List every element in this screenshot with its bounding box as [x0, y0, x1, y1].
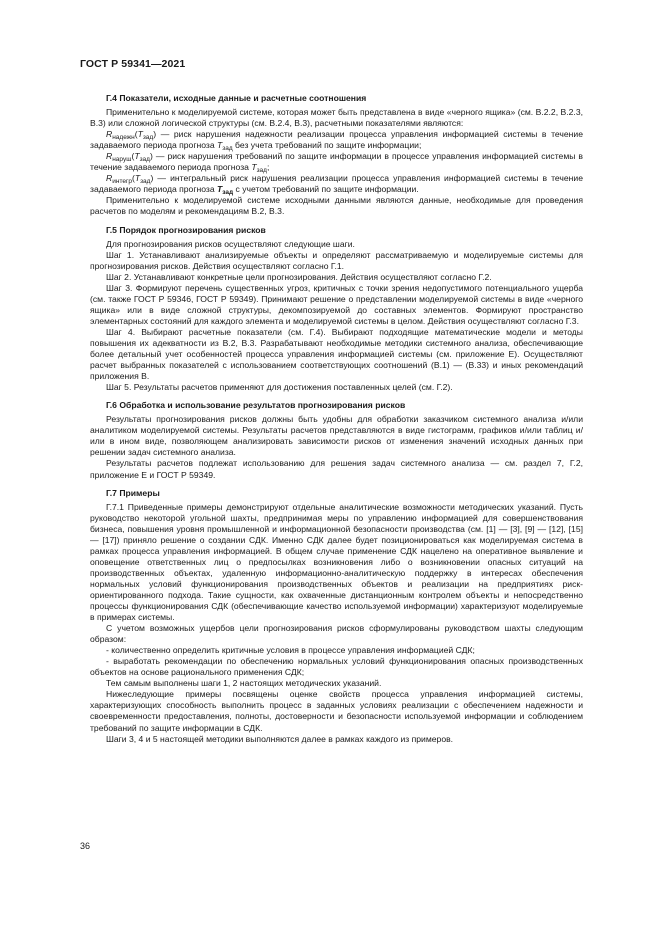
list-item: - выработать рекомендации по обеспечению нормальных условий функционирования опасных производственных объектов на основе рационального применения СДК;	[90, 656, 583, 678]
section-title-g4: Г.4 Показатели, исходные данные и расчетные соотношения	[106, 93, 367, 103]
page-number: 36	[80, 841, 91, 851]
subscript: надежн	[112, 134, 135, 142]
paragraph: С учетом возможных ущербов цели прогнозирования рисков сформулированы руководством шахты следующим образом:	[90, 623, 583, 645]
symbol-r: R	[106, 173, 113, 184]
symbol-r: R	[106, 151, 113, 162]
paren: (	[131, 173, 135, 184]
paren: )	[153, 129, 157, 140]
symbol-r: R	[106, 129, 113, 140]
paragraph: Результаты прогнозирования рисков должны быть удобны для обработки заказчиком системного анализа и/или аналитиком моделируемой системы. Результаты расчетов представляются в виде гистограмм, графиков и/или таблиц и/или в ином виде, позволяющем анализировать зависимости рисков от изменения значений исходных данных при решении задач системного анализа.	[90, 414, 583, 458]
formula-paragraph-r3	[90, 173, 583, 195]
formula-paragraph-r1	[90, 129, 583, 151]
symbol-t: T	[134, 151, 140, 162]
symbol-t: T	[134, 173, 141, 184]
symbol-t: T	[217, 184, 223, 195]
paragraph: Шаги 3, 4 и 5 настоящей методики выполняются далее в рамках каждого из примеров.	[106, 733, 454, 744]
formula-text: — интегральный риск нарушения реализации процесса управления информацией системы в течение задаваемого периода прогноза	[90, 173, 583, 195]
paragraph: Применительно к моделируемой системе, которая может быть представлена в виде «черного ящика» (см. В.2.2, В.2.3, В.3) или сложной логической структуры (см. В.2.4, В.3), расчетными показателями являются:	[90, 107, 583, 129]
symbol-t: T	[217, 140, 223, 151]
symbol-t: T	[137, 129, 143, 140]
subscript: зад	[256, 167, 267, 175]
subscript: зад	[139, 156, 150, 164]
subscript: зад	[140, 178, 151, 186]
page-header: ГОСТ Р 59341—2021	[80, 58, 186, 70]
formula-paragraph-r2	[90, 151, 583, 173]
subscript: зад	[142, 134, 154, 142]
formula-text: — риск нарушения требований по защите информации в процессе управления информацией системы в течение задаваемого периода прогноза	[90, 151, 583, 173]
paren: (	[131, 151, 135, 162]
paragraph-step-2: Шаг 2. Устанавливают конкретные цели прогнозирования. Действия осуществляют согласно Г.2.	[106, 271, 492, 282]
paragraph-step-4: Шаг 4. Выбирают расчетные показатели (см. Г.4). Выбирают подходящие математические модели и методы повышения их адекватности из В.2, В.3. Разрабатывают необходимые методики системного анализа, обеспечивающие более детальный учет особенностей процесса управления информацией системы (см. приложение Е). Осуществляют расчет выбранных показателей с использованием соответствующих соотношений (В.1) — (В.33) и иных рекомендаций приложения В.	[90, 326, 583, 382]
paragraph: Для прогнозирования рисков осуществляют следующие шаги.	[106, 238, 355, 249]
paragraph: Г.7.1 Приведенные примеры демонстрируют отдельные аналитические возможности методических указаний. Пусть руководство некоторой угольной шахты, предпринимая меры по управлению информацией для совершенствования бизнеса, повышения уровня промышленной и информационной безопасности производства (см. [1] — [3], [9] — [12], [15] — [17]) приняло решение о создании СДК. Именно СДК далее будет позиционироваться как моделируемая система в рамках процесса управления информацией. В общем случае применение СДК нацелено на оперативное выявление и оповещение ответственных лиц о предпосылках возникновения либо о возникновении опасных ситуаций на производственных объектах, удаленную информационно-аналитическую поддержку в интересах обеспечения нормальных условий функционирования производственных объектов и реализации на предприятиях риск-ориентированного подхода. Такие сущности, как охваченные дистанционным контролем объекты и непосредственно процессы функционирования СДК (обеспечивающие качество используемой информации) характеризуют моделируемые в примерах системы.	[90, 501, 583, 623]
formula-text: ;	[266, 162, 270, 173]
subscript: зад	[222, 145, 233, 153]
symbol-t: T	[251, 162, 257, 173]
section-title-g5: Г.5 Порядок прогнозирования рисков	[106, 224, 266, 235]
subscript: зад	[222, 189, 234, 197]
paren: (	[134, 129, 138, 140]
formula-text: с учетом требований по защите информации.	[233, 184, 419, 195]
page-content	[90, 93, 583, 745]
subscript: интегр	[112, 178, 132, 186]
paragraph-step-5: Шаг 5. Результаты расчетов применяют для достижения поставленных целей (см. Г.2).	[106, 382, 453, 393]
paragraph: Тем самым выполнены шаги 1, 2 настоящих методических указаний.	[106, 678, 382, 689]
formula-text: — риск нарушения надежности реализации процесса управления информацией системы в течение задаваемого периода прогноза	[90, 129, 583, 151]
paren: )	[149, 151, 153, 162]
paragraph: Нижеследующие примеры посвящены оценке свойств процесса управления информацией системы, характеризующих способность выполнить процесс в заданных условиях реализации с обеспечением надежности и своевременности предоставления, полноты, достоверности и безопасности используемой информации и соблюдением требований по защите информации в СДК.	[90, 689, 583, 733]
paragraph-step-3: Шаг 3. Формируют перечень существенных угроз, критичных с точки зрения недопустимого потенциального ущерба (см. также ГОСТ Р 59346, ГОСТ Р 59349). Принимают решение о представлении моделируемой системы в виде «черного ящика» или в виде сложной структуры, декомпозируемой до составных элементов. Формируют пространство элементарных состояний для каждого элемента и моделируемой системы в целом. Действия осуществляют согласно Г.3.	[90, 282, 583, 326]
section-title-g6: Г.6 Обработка и использование результатов прогнозирования рисков	[106, 400, 406, 411]
section-title-g7: Г.7 Примеры	[106, 487, 160, 498]
subscript: наруш	[112, 156, 132, 164]
paragraph-step-1: Шаг 1. Устанавливают анализируемые объекты и определяют рассматриваемую и моделируемые системы для прогнозирования рисков. Действия осуществляют согласно Г.1.	[90, 249, 583, 271]
formula-text: без учета требований по защите информации;	[232, 140, 422, 151]
list-item: - количественно определить критичные условия в процессе управления информацией СДК;	[106, 645, 475, 656]
paragraph: Применительно к моделируемой системе исходными данными являются данные, необходимые для проведения расчетов по моделям и рекомендациям В.2, В.3.	[90, 195, 583, 217]
paren: )	[150, 173, 154, 184]
paragraph: Результаты расчетов подлежат использованию для решения задач системного анализа — см. раздел 7, Г.2, приложение Е и ГОСТ Р 59349.	[90, 458, 583, 480]
